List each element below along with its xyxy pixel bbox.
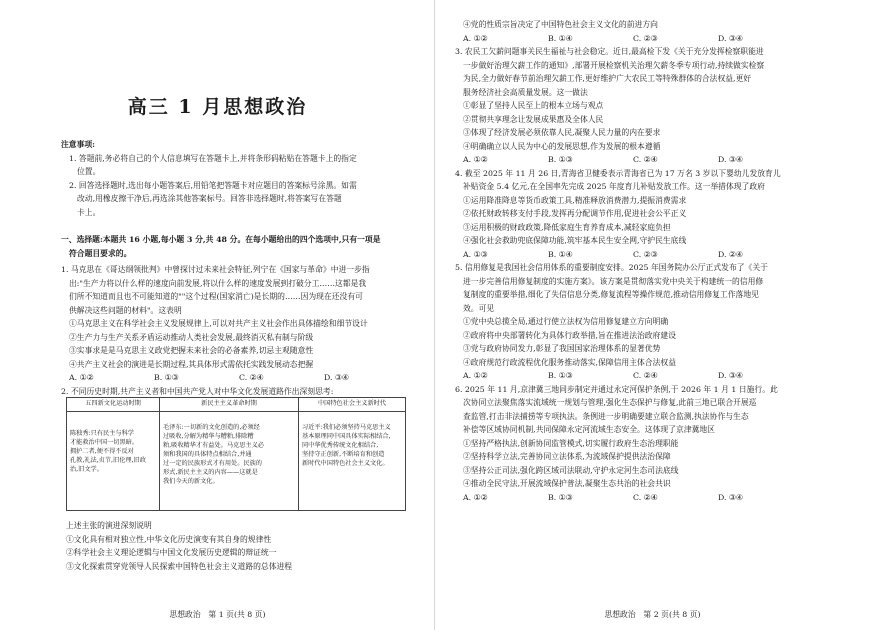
notice-block [61,138,401,219]
statement-item: ③体现了经济发展必须依靠人民,凝聚人民力量的内在要求 [463,128,661,137]
table-header: 五四新文化运动时期 [67,398,160,412]
option-d: D. ③④ [718,155,743,164]
question-stem: 进一步完善信用修复制度的实施方案》。该方案是贯彻落实党中央关于构建统一的信用修 [463,276,764,286]
option-d: D. ③④ [718,492,743,502]
table-cell-line: 我们今天的新文化。 [163,478,219,485]
option-b: B. ①③ [548,155,573,164]
table-cell-line: 过一定的民族形式才有用处。民族的 [163,460,262,467]
question-stem: 1. 马克思在《哥达纲领批判》中曾探讨过未来社会特征,列宁在《国家与革命》中进一步指 [61,265,370,274]
statement-item: ①彰显了坚持人民至上的根本立场与观点 [463,101,604,110]
notice-line: 卡上。 [77,207,101,217]
option-d: D. ③④ [324,373,349,382]
option-d: D. ②④ [718,249,743,259]
question-stem: 们所不知道而且也不可能知道的""这个过程(国家消亡)是长期的……因为现在还没有可 [69,292,363,301]
option-b: B. ①③ [548,492,573,502]
option-a: A. ①② [463,33,488,43]
table-cell-col2 [160,412,299,511]
statement-item: ②生产力与生产关系矛盾运动推动人类社会发展,最终消灭私有制与阶级 [69,332,314,342]
option-c: C. ②④ [633,492,658,502]
table-cell-line: 粕,吸收精华才有益处。马克思主义必 [163,442,264,449]
section-heading-line: 符合题目要求的。 [69,248,132,258]
option-a: A. ①② [463,492,488,502]
statement-item: ④强化社会救助兜底保障功能,筑牢基本民生安全网,守护民生底线 [463,236,687,245]
table-cell-line: 形式,新民主主义的内容——这就是 [163,469,258,476]
option-a: A. ①② [463,371,488,380]
answer-options [61,371,411,385]
statement-item: ③运用积极的财政政策,降低家庭生育养育成本,减轻家庭负担 [463,222,671,232]
notice-heading: 注意事项: [61,140,96,149]
table-cell-line: 才能救治中国一切黑暗。 [70,439,139,446]
statement-item: ①文化具有相对独立性,中华文化历史演变有其自身的规律性 [66,534,272,544]
statement-item: ③实事求是是马克思主义政党把握未来社会的必备素养,切忌主观随意性 [69,346,314,355]
question-stem: 查监管,打击非法捕捞等专项执法。条例进一步明确要建立联合监测,执法协作与生态 [463,411,749,421]
option-c: C. ②④ [633,371,658,380]
question-stem: 效。可见 [463,303,495,313]
question-stem: 4. 截至 2025 年 11 月 26 日,青海省卫健委表示青海省已为 17 万名 3 岁以下婴幼儿发放育儿 [455,168,781,178]
statement-item: ②坚持科学立法,完善协同立法体系,为流域保护提供法治保障 [463,452,671,461]
question-2-body [66,519,411,573]
statement-item: ④党的性质宗旨决定了中国特色社会主义文化的前进方向 [463,20,658,29]
option-d: D. ③④ [718,371,743,380]
table-cell-line: 过吸收,分解为精华与糟粕,排除糟 [163,433,254,440]
table-cell-line: 孔教,礼法,贞节,旧伦理,旧政 [70,457,146,464]
statement-item: ②政府将中央部署转化为具体行政举措,旨在推进法治政府建设 [463,330,676,340]
option-a: A. ①③ [463,249,488,259]
statement-item: ④推动全民守法,开展流域保护普法,凝聚生态共治的社会共识 [463,479,671,488]
table-cell-line: 陈独秀:只有民主与科学 [70,430,134,437]
section-heading-line: 一、选择题:本题共 16 小题,每小题 3 分,共 48 分。在每小题给出的四个选项中,只有一项是 [61,235,381,244]
exam-page-2 [435,0,870,630]
question-stem: 一步做好治理欠薪工作的通知》,部署开展检察机关治理欠薪冬季专项行动,持续做实检察 [463,60,765,70]
question-stem: 出:"生产力将以什么样的速度向前发展,将以什么样的速度发展到打破分工……这都是我 [69,278,367,288]
statement-item: ①坚持严格执法,创新协同监管模式,切实履行政府生态治理职能 [463,438,679,448]
question-lead: 上述主张的演进深刻说明 [66,521,152,530]
statement-item: ②依托财政转移支付手段,发挥再分配调节作用,促进社会公平正义 [463,209,687,218]
table-cell-col1 [67,412,160,511]
table-cell-line: 坚持守正创新,不断培育和创造 [302,451,385,458]
option-d: D. ③④ [718,33,743,43]
option-b: B. ①④ [548,33,573,43]
answer-options [455,32,810,46]
table-cell-line: 新时代中国特色社会主义文化。 [302,460,389,467]
statement-item: ①马克思主义在科学社会主义发展规律上,可以对共产主义社会作出具体描绘和细节设计 [69,319,368,328]
table-header: 新民主主义革命时期 [160,398,299,412]
question-stem: 6. 2025 年 11 月,京津冀三地同步制定并通过永定河保护条例,于 2026 年 1 月 1 日施行。此 [455,384,778,394]
notice-line: 2. 回答选择题时,选出每小题答案后,用铅笔把答题卡对应题目的答案标号涂黑。如需 [69,180,357,190]
question-2-stem: 2. 不同历史时期,共产主义者和中国共产党人对中华文化发展道路作出深刻思考: [61,386,334,396]
statement-item: ③坚持公正司法,强化跨区域司法联动,守护永定河生态司法底线 [463,465,679,475]
statement-item: ②科学社会主义理论逻辑与中国文化发展历史逻辑的辩证统一 [66,548,277,557]
statement-item: ②贯彻共享理念让发展成果惠及全体人民 [463,114,604,124]
question-stem: 复制度的重要举措,细化了失信信息分类,修复流程等操作规范,推动信用修复工作落地见 [463,290,759,299]
table-cell-line: 治,旧文学。 [70,466,103,473]
option-c: C. ②③ [633,249,658,259]
question-stem: 供解决这些问题的材料"。这表明 [69,305,182,315]
answer-options [455,369,810,383]
statement-item: ③党与政府协同发力,彰显了我国国家治理体系的显著优势 [463,344,661,353]
question-1 [61,263,411,398]
statement-item: ④政府规范行政流程优化服务推动落实,保障信用主体合法权益 [463,357,676,367]
answer-options [455,248,810,262]
question-stem: 次协同立法聚焦落实流域统一规划与管理,强化生态保护与修复,此前三地已联合开展巡 [463,398,757,407]
notice-line: 1. 答题前,务必将自己的个人信息填写在答题卡上,并将条形码粘贴在答题卡上的指定 [69,153,357,163]
question-stem: 为民,全力做好春节前治理欠薪工作,更好维护广大农民工等特殊群体的合法权益,更好 [463,74,752,83]
table-cell-line: 基本原理同中国具体实际相结合, [302,433,391,440]
table-cell-line: 须和我国的具体特点相结合,并通 [163,451,252,458]
question-stem: 服务经济社会高质量发展。这一做法 [463,87,588,97]
option-c: C. ②④ [239,373,264,382]
question-stem: 补贴资金 5.4 亿元,在全国率先完成 2025 年度育儿补贴发放工作。这一举措体现了政府 [463,182,765,191]
question-stem: 3. 农民工欠薪问题事关民生福祉与社会稳定。近日,最高检下发《关于充分发挥检察职能进 [455,47,764,56]
table-cell-line: 拥护二者,便不得不反对 [70,448,134,455]
questions-right [455,18,810,504]
statement-item: ④共产主义社会的演进是长期过程,其具体形式需依托实践发展动态把握 [69,359,314,369]
answer-options [455,491,810,505]
option-b: B. ①③ [548,371,573,380]
question-2-table [66,397,406,511]
notice-line: 位置。 [77,167,101,176]
question-stem: 补偿等区域协同机制,共同保障永定河流域生态安全。这体现了京津冀地区 [463,425,715,434]
option-b: B. ①④ [548,249,573,259]
option-a: A. ①② [463,155,488,164]
table-cell-line: 习近平:我们必须坚持马克思主义 [302,424,391,431]
statement-item: ④明确确立以人民为中心的发展思想,作为发展的根本遵循 [463,141,661,151]
page-footer: 思想政治 第 2 页(共 8 页) [604,610,701,619]
option-a: A. ①② [69,373,94,382]
table-header: 中国特色社会主义新时代 [299,398,406,412]
page-footer: 思想政治 第 1 页(共 8 页) [169,610,266,619]
option-c: C. ②③ [633,33,658,43]
table-cell-col3 [299,412,406,511]
option-c: C. ②④ [633,155,658,164]
exam-title: 高三 1 月思想政治 [127,96,308,118]
section-heading [61,233,411,260]
statement-item: ①运用降准降息等货币政策工具,精准释放消费潜力,提振消费需求 [463,195,687,205]
table-cell-line: 毛泽东:一切新的文化创造的,必须经 [163,424,260,431]
table-cell-line: 同中华优秀传统文化相结合, [302,442,379,449]
option-b: B. ①③ [154,373,179,382]
notice-line: 改动,用橡皮擦干净后,再选涂其他答案标号。回答非选择题时,将答案写在答题 [77,194,342,203]
statement-item: ③文化探索贯穿党领导人民探索中国特色社会主义道路的总体进程 [66,561,293,571]
answer-options [455,153,810,167]
statement-item: ①党中央总揽全局,通过行使立法权为信用修复建立方向明确 [463,317,669,326]
question-stem: 5. 信用修复是我国社会信用体系的重要制度安排。2025 年国务院办公厅正式发布了《关于 [455,263,768,272]
